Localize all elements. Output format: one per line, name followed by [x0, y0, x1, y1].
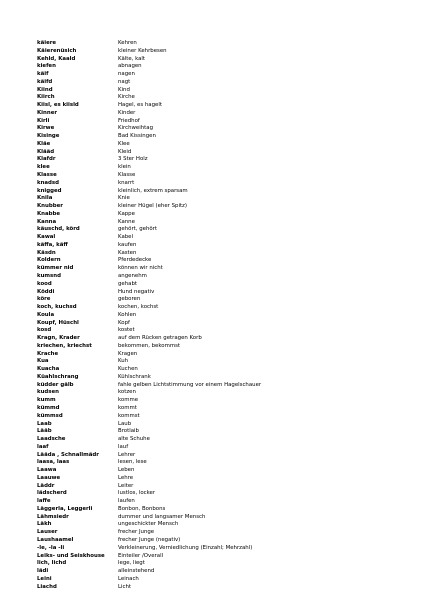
dialect-term: kumm	[37, 397, 56, 404]
glossary-row	[37, 483, 397, 491]
glossary-row	[37, 141, 397, 149]
dialect-term: knigged	[37, 187, 62, 194]
dialect-term: Krache	[37, 350, 59, 357]
dialect-term: kudsen	[37, 389, 59, 396]
standard-translation: Kuchen	[118, 366, 138, 373]
dialect-term: Leiks- und Seiskhouse	[37, 552, 105, 559]
glossary-row	[37, 118, 397, 126]
glossary-row	[37, 521, 397, 529]
glossary-row	[37, 304, 397, 312]
standard-translation: kochen, kochst	[118, 304, 159, 311]
standard-translation: kleiner Kehrbesen	[118, 47, 167, 54]
standard-translation: können wir nicht	[118, 265, 163, 272]
dialect-term: Koldern	[37, 257, 61, 264]
glossary-row	[37, 219, 397, 227]
dialect-term: Läkh	[37, 521, 52, 528]
glossary-row	[37, 257, 397, 265]
dialect-term: Kiirch	[37, 94, 55, 101]
dialect-term: koch, kuchsd	[37, 304, 77, 311]
dialect-term: käffa, käff	[37, 241, 68, 248]
glossary-row	[37, 374, 397, 382]
glossary-row	[37, 584, 397, 592]
standard-translation: klein	[118, 164, 131, 171]
standard-translation: Verkleinerung, Verniedlichung (Einzahl; Mehrzahl)	[118, 544, 253, 551]
dialect-term: käifd	[37, 78, 53, 85]
standard-translation: Licht	[118, 583, 131, 590]
standard-translation: Kohlen	[118, 311, 137, 318]
glossary-row	[37, 250, 397, 258]
glossary-row	[37, 133, 397, 141]
standard-translation: lauf	[118, 443, 129, 450]
dialect-term: kiefen	[37, 63, 56, 70]
standard-translation: Klasse	[118, 172, 136, 179]
dialect-term: Klafdr	[37, 156, 56, 163]
dialect-term: kood	[37, 280, 52, 287]
dialect-term: Laab	[37, 420, 52, 427]
standard-translation: Hund negativ	[118, 288, 155, 295]
glossary-row	[37, 568, 397, 576]
dialect-term: lädscherd	[37, 490, 67, 497]
dialect-term: Koula	[37, 311, 55, 318]
dialect-term: Köddi	[37, 288, 55, 295]
dialect-term: Kua	[37, 358, 49, 365]
dialect-term: Kinner	[37, 109, 58, 116]
glossary-row	[37, 188, 397, 196]
glossary-row	[37, 289, 397, 297]
glossary-row	[37, 428, 397, 436]
standard-translation: angenehm	[118, 272, 147, 279]
glossary-row	[37, 180, 397, 188]
dialect-term: Laushaamel	[37, 537, 74, 543]
glossary-row	[37, 351, 397, 359]
standard-translation: Lehre	[118, 474, 134, 481]
dialect-term: Lauser	[37, 529, 58, 536]
glossary-row	[37, 320, 397, 328]
glossary-row	[37, 490, 397, 498]
dialect-term: lädi	[37, 568, 49, 575]
dialect-term: Lääda , Schnallmädr	[37, 451, 99, 458]
dialect-term: Koupf, Hüschl	[37, 319, 79, 326]
dialect-term: kümmd	[37, 404, 60, 411]
standard-translation: dummer und langsamer Mensch	[118, 513, 206, 520]
glossary-row	[37, 514, 397, 522]
glossary-row	[37, 211, 397, 219]
glossary-row	[37, 537, 397, 545]
standard-translation: kotzen	[118, 389, 136, 396]
glossary-row	[37, 195, 397, 203]
standard-translation: Lehrer	[118, 451, 136, 458]
standard-translation: fahle gelben Lichtstimmung vor einem Hagelschauer	[118, 381, 262, 388]
dialect-term: Klääd	[37, 148, 55, 155]
standard-translation: kleinlich, extrem sparsam	[118, 187, 188, 194]
dialect-term: Küahlschrang	[37, 373, 79, 380]
standard-translation: gehabt	[118, 280, 137, 287]
standard-translation: Friedhof	[118, 117, 140, 124]
standard-translation: kaufen	[118, 241, 137, 248]
glossary-row	[37, 436, 397, 444]
glossary-row	[37, 560, 397, 568]
standard-translation: Kabel	[118, 234, 133, 241]
standard-translation: Bonbon, Bonbons	[118, 505, 166, 512]
glossary-row	[37, 281, 397, 289]
dialect-term: Kiisl, es kiisld	[37, 102, 79, 109]
dialect-term: Läggerla, Leggerli	[37, 505, 93, 512]
glossary-row	[37, 452, 397, 460]
dialect-term: Käierenüsich	[37, 47, 77, 54]
dialect-term: küdder gälb	[37, 381, 74, 388]
glossary-row	[37, 172, 397, 180]
standard-translation: Kanne	[118, 218, 135, 225]
standard-translation: lesen, lese	[118, 459, 147, 466]
dialect-term: Laauwe	[37, 474, 61, 481]
dialect-term: köre	[37, 296, 51, 303]
glossary-row	[37, 545, 397, 553]
standard-translation: ungeschickter Mensch	[118, 521, 179, 528]
dialect-term: käif	[37, 71, 49, 78]
glossary-row	[37, 444, 397, 452]
glossary-row	[37, 506, 397, 514]
glossary-row	[37, 226, 397, 234]
dialect-term: Kehld, Kaald	[37, 55, 76, 62]
glossary-row	[37, 63, 397, 71]
glossary-row	[37, 421, 397, 429]
standard-translation: nagt	[118, 78, 131, 85]
dialect-term: Kirli	[37, 117, 50, 124]
dialect-term: kosd	[37, 327, 52, 334]
glossary-row	[37, 156, 397, 164]
standard-translation: Leiter	[118, 482, 134, 489]
dialect-term: kumsnd	[37, 272, 61, 279]
standard-translation: 3 Ster Holz	[118, 156, 148, 163]
glossary-row	[37, 413, 397, 421]
glossary-row	[37, 56, 397, 64]
standard-translation: Leinach	[118, 575, 139, 582]
glossary-row	[37, 79, 397, 87]
dialect-term: Knila	[37, 195, 53, 202]
dialect-term: lich, lichd	[37, 560, 67, 567]
glossary-row	[37, 335, 397, 343]
standard-translation: kommt	[118, 404, 137, 411]
glossary-row	[37, 110, 397, 118]
standard-translation: Kirche	[118, 94, 135, 101]
glossary-row	[37, 71, 397, 79]
standard-translation: abnagen	[118, 63, 142, 70]
standard-translation: alte Schuhe	[118, 436, 150, 443]
glossary-row	[37, 94, 397, 102]
standard-translation: kleiner Hügel (eher Spitz)	[118, 203, 187, 210]
glossary-row	[37, 366, 397, 374]
dialect-term: Kanna	[37, 218, 57, 225]
dialect-term: käiere	[37, 40, 57, 46]
glossary-row	[37, 343, 397, 351]
dialect-term: Kirwe	[37, 125, 55, 132]
standard-translation: auf dem Rücken getragen Korb	[118, 335, 202, 342]
standard-translation: bekommen, bekommst	[118, 342, 181, 349]
glossary-row	[37, 312, 397, 320]
glossary-row	[37, 102, 397, 110]
dialect-term: käuschd, körd	[37, 226, 80, 233]
glossary-row	[37, 296, 397, 304]
glossary-row	[37, 459, 397, 467]
dialect-term: klee	[37, 164, 50, 171]
dialect-term: Läddr	[37, 482, 55, 489]
standard-translation: Kind	[118, 86, 130, 93]
standard-translation: Knie	[118, 195, 130, 202]
standard-translation: Einteiler /Overall	[118, 552, 164, 559]
standard-translation: Pferdedecke	[118, 257, 152, 264]
glossary-row	[37, 242, 397, 250]
dialect-term: Kawal	[37, 234, 56, 241]
standard-translation: geboren	[118, 296, 141, 303]
standard-translation: Laub	[118, 420, 132, 427]
dialect-term: kümmer nid	[37, 265, 74, 272]
dialect-term: Kuacha	[37, 366, 60, 373]
standard-translation: nagen	[118, 71, 135, 78]
glossary-row	[37, 498, 397, 506]
dialect-term: Laawa	[37, 467, 57, 474]
standard-translation: komme	[118, 397, 139, 404]
dialect-term: kriechen, kriechst	[37, 342, 92, 349]
glossary-table	[37, 40, 397, 591]
standard-translation: Kopf	[118, 319, 130, 326]
standard-translation: Bad Kissingen	[118, 133, 156, 140]
standard-translation: kostet	[118, 327, 135, 334]
standard-translation: Brotlaib	[118, 428, 139, 435]
standard-translation: knarrt	[118, 179, 135, 186]
glossary-row	[37, 125, 397, 133]
glossary-row	[37, 382, 397, 390]
dialect-term: Laadsche	[37, 436, 66, 443]
dialect-term: knadsd	[37, 179, 59, 186]
glossary-row	[37, 405, 397, 413]
standard-translation: lustlos, locker	[118, 490, 156, 497]
glossary-row	[37, 397, 397, 405]
dialect-term: Klasse	[37, 172, 57, 179]
glossary-row	[37, 327, 397, 335]
glossary-row	[37, 273, 397, 281]
standard-translation: laufen	[118, 498, 135, 505]
standard-translation: Kirchweihtag	[118, 125, 153, 132]
dialect-term: Kläe	[37, 140, 51, 147]
glossary-row	[37, 576, 397, 584]
standard-translation: Hagel, es hagelt	[118, 102, 162, 109]
glossary-row	[37, 149, 397, 157]
glossary-row	[37, 164, 397, 172]
standard-translation: gehört, gehört	[118, 226, 157, 233]
glossary-row	[37, 553, 397, 561]
dialect-term: Käsdn	[37, 249, 56, 256]
dialect-term: -le, -la -li	[37, 544, 65, 551]
standard-translation: Kühlschrank	[118, 373, 151, 380]
dialect-term: kümmsd	[37, 412, 63, 419]
dialect-term: Kiind	[37, 86, 53, 93]
standard-translation: Kappe	[118, 210, 135, 217]
standard-translation: kommst	[118, 412, 140, 419]
dialect-term: Leini	[37, 575, 52, 582]
dialect-term: Lääb	[37, 428, 52, 435]
dialect-term: Liachd	[37, 583, 57, 590]
dialect-term: Knabbe	[37, 210, 61, 217]
standard-translation: alleinstehend	[118, 568, 155, 575]
dialect-term: Kisinge	[37, 133, 60, 140]
dialect-term: Knubber	[37, 203, 63, 210]
standard-translation: frecher Junge	[118, 529, 155, 536]
glossary-row	[37, 234, 397, 242]
glossary-row	[37, 529, 397, 537]
dialect-term: laffe	[37, 498, 51, 505]
glossary-row	[37, 203, 397, 211]
standard-translation: Kleid	[118, 148, 132, 155]
glossary-row	[37, 87, 397, 95]
dialect-term: Kragn, Krader	[37, 335, 80, 342]
standard-translation: Klee	[118, 140, 130, 147]
standard-translation: lege, liegt	[118, 560, 145, 567]
glossary-row	[37, 467, 397, 475]
standard-translation: Kragen	[118, 350, 138, 357]
glossary-row	[37, 475, 397, 483]
standard-translation: Kasten	[118, 249, 137, 256]
glossary-row	[37, 389, 397, 397]
dialect-term: laaf	[37, 443, 49, 450]
dialect-term: Lähmsiedr	[37, 513, 69, 520]
glossary-row	[37, 48, 397, 56]
glossary-row	[37, 358, 397, 366]
standard-translation: Kälte, kalt	[118, 55, 146, 62]
standard-translation: Leben	[118, 467, 135, 474]
standard-translation: Kinder	[118, 109, 136, 116]
standard-translation: Kehren	[118, 40, 137, 46]
glossary-row	[37, 40, 397, 48]
glossary-row	[37, 265, 397, 273]
standard-translation: Kuh	[118, 358, 129, 365]
standard-translation: frecher Junge (negativ)	[118, 537, 181, 543]
dialect-term: laasa, laas	[37, 459, 70, 466]
